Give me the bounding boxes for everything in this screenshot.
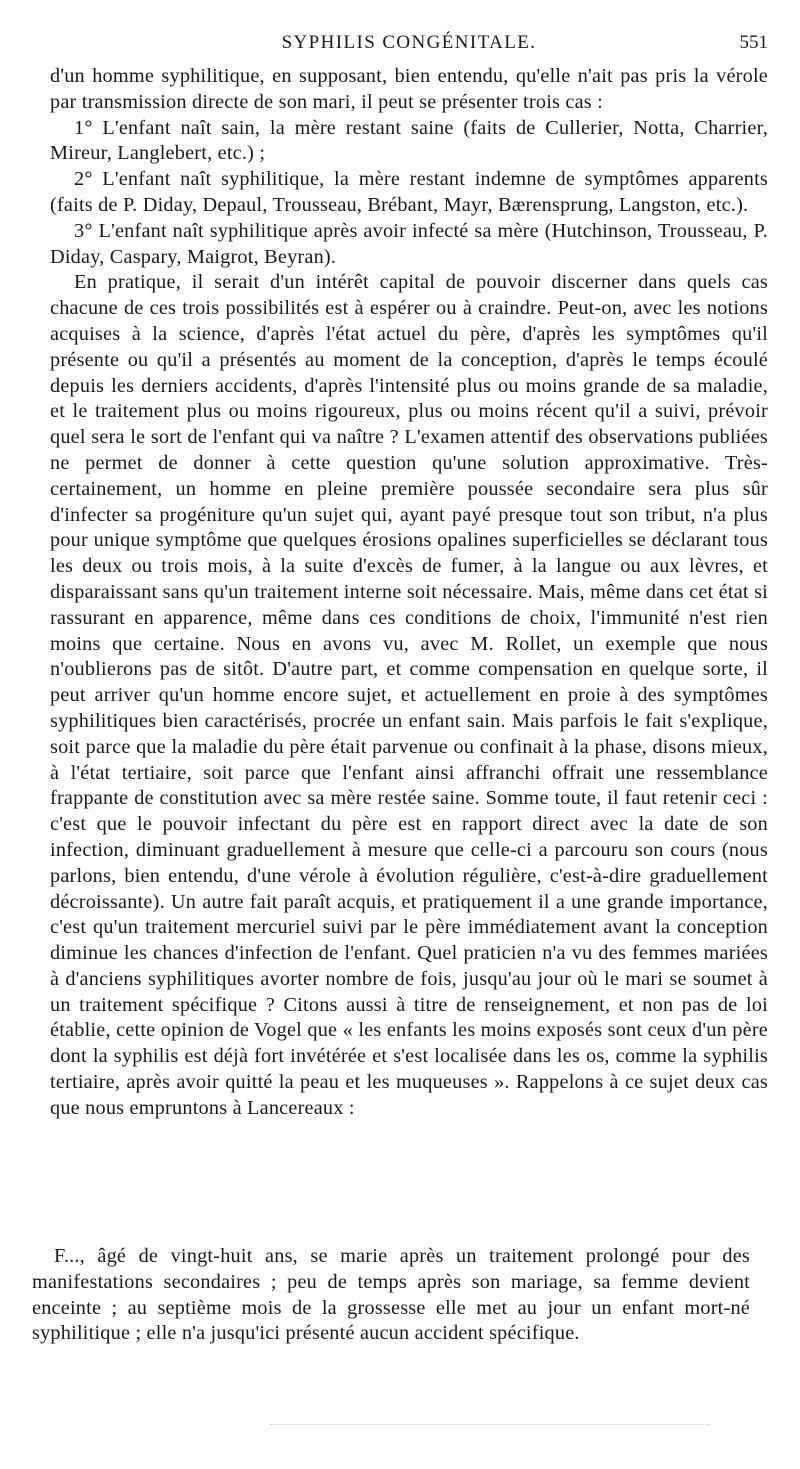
footer-rule bbox=[270, 1424, 710, 1425]
page-number: 551 bbox=[739, 32, 768, 53]
running-head bbox=[50, 32, 768, 58]
list-item-case-2: 2° L'enfant naît syphilitique, la mère restant indemne de symptômes apparents (faits de P. Diday, Depaul, Trousseau, Brébant, Mayr, Bærensprung, Langston, etc.). bbox=[50, 168, 768, 216]
running-title: SYPHILIS CONGÉNITALE. bbox=[281, 32, 537, 53]
list-item-case-1: 1° L'enfant naît sain, la mère restant saine (faits de Cullerier, Notta, Charrier, Mireur, Langlebert, etc.) ; bbox=[50, 116, 768, 165]
body-text bbox=[50, 64, 768, 1122]
case-report-text bbox=[32, 1244, 750, 1347]
paragraph-intro: d'un homme syphilitique, en supposant, bien entendu, qu'elle n'ait pas pris la vérole par transmission directe de son mari, il peut se présenter trois cas : bbox=[50, 65, 768, 113]
list-item-case-3: 3° L'enfant naît syphilitique après avoir infecté sa mère (Hutchinson, Trousseau, P. Diday, Caspary, Maigrot, Beyran). bbox=[50, 219, 768, 268]
paragraph-case-report: F..., âgé de vingt-huit ans, se marie après un traitement prolongé pour des manifestations secondaires ; peu de temps après son mariage, sa femme devient enceinte ; au septième mois de la grossesse elle met au jour un enfant mort-né syphilitique ; elle n'a jusqu'ici présenté aucun accident spécifique. bbox=[32, 1245, 750, 1345]
paragraph-discussion: En pratique, il serait d'un intérêt capital de pouvoir discerner dans quels cas chacune de ces trois possibilités est à espérer ou à craindre. Peut-on, avec les notions acquises à la science, d'après l'état actuel du père, d'après les symptômes qu'il présente ou qu'il a présentés au moment de la conception, d'après le temps écoulé depuis les derniers accidents, d'après l'intensité plus ou moins grande de sa maladie, et le traitement plus ou moins rigoureux, plus ou moins récent qu'il a suivi, prévoir quel sera le sort de l'enfant qui va naître ? L'examen attentif des observations publiées ne permet de donner à cette question qu'une solution approximative. Très-certainement, un homme en pleine première poussée secondaire sera plus sûr d'infecter sa progéniture qu'un sujet qui, ayant payé presque tout son tribut, n'a plus pour unique symptôme que quelques érosions opalines superficielles se déclarant tous les deux ou trois mois, à la suite d'excès de fumer, à la langue ou aux lèvres, et disparaissant sans qu'un traitement interne soit nécessaire. Mais, même dans cet état si rassurant en apparence, même dans ces conditions de choix, l'immunité n'est rien moins que certaine. Nous en avons vu, avec M. Rollet, un exemple que nous n'oublierons pas de sitôt. D'autre part, et comme compensation en quelque sorte, il peut arriver qu'un homme encore sujet, et actuellement en proie à des symptômes syphilitiques bien caractérisés, procrée un enfant sain. Mais parfois le fait s'explique, soit parce que la maladie du père était parvenue ou confinait à la phase, disons mieux, à l'état tertiaire, soit parce que l'enfant ainsi affranchi offrait une ressemblance frappante de constitution avec sa mère restée saine. Somme toute, il faut retenir ceci : c'est que le pouvoir infectant du père est en rapport direct avec la date de son infection, diminuant graduellement à mesure que celle-ci a parcouru son cours (nous parlons, bien entendu, d'une vérole à évolution régulière, c'est-à-dire graduellement décroissante). Un autre fait paraît acquis, et pratiquement il a une grande importance, c'est qu'un traitement mercuriel suivi par le père immédiatement avant la conception diminue les chances d'infection de l'enfant. Quel praticien n'a vu des femmes mariées à d'anciens syphilitiques avorter nombre de fois, jusqu'au jour où le mari se soumet à un traitement spécifique ? Citons aussi à titre de renseignement, et non pas de loi établie, cette opinion de Vogel que « les enfants les moins exposés sont ceux d'un père dont la syphilis est déjà fort invétérée et s'est localisée dans les os, comme la syphilis tertiaire, après avoir quitté la peau et les muqueuses ». Rappelons à ce sujet deux cas que nous empruntons à Lancereaux : bbox=[50, 271, 768, 1119]
